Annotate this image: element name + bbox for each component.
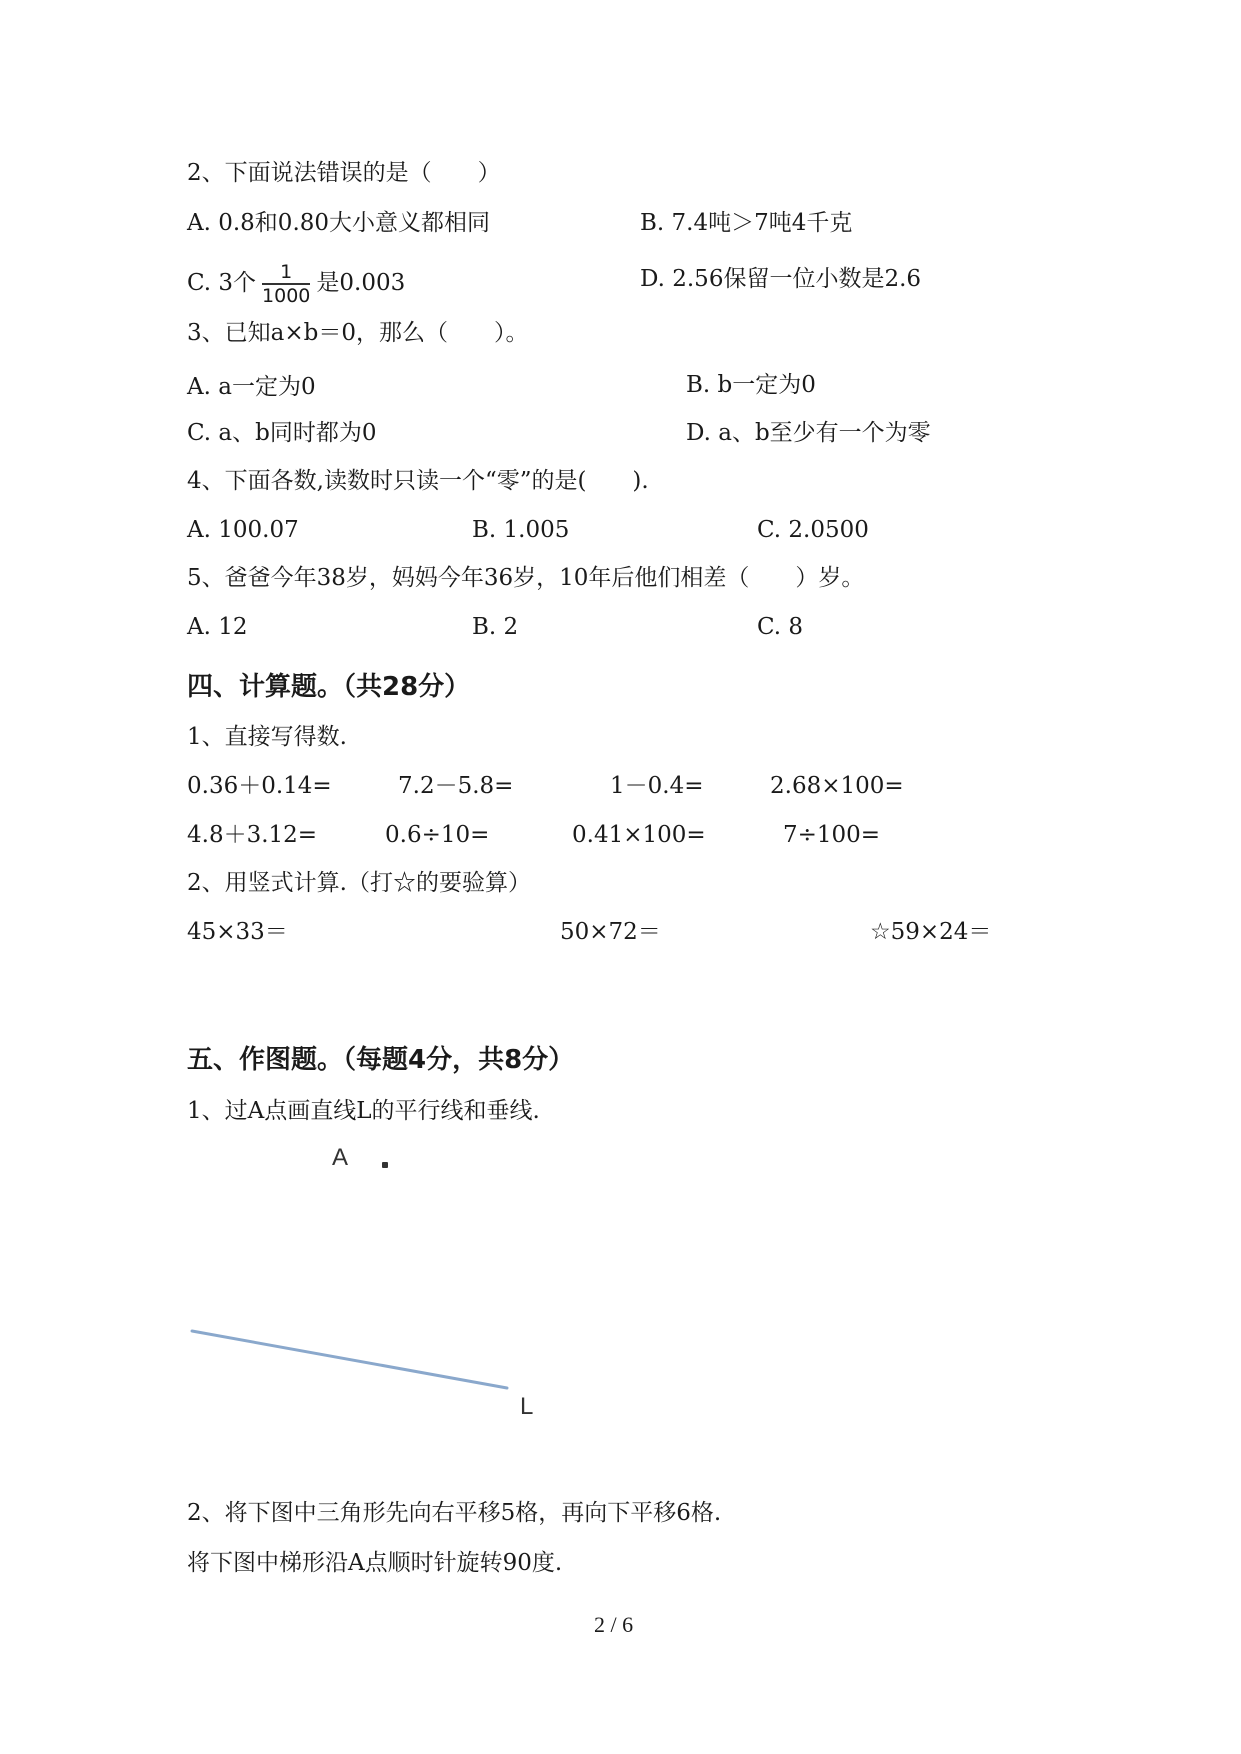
line-l-label: L — [520, 1393, 534, 1420]
q4-option-c: C. 2.0500 — [757, 517, 869, 543]
q2-option-b: B. 7.4吨＞7吨4千克 — [640, 210, 853, 236]
section4-heading: 四、计算题。（共28分） — [187, 672, 471, 702]
q5-title: 5、爸爸今年38岁，妈妈今年36岁，10年后他们相差（ ）岁。 — [187, 565, 865, 591]
calc-item: 0.41×100= — [572, 822, 706, 848]
q2-option-c-suffix: 是0.003 — [316, 270, 406, 296]
q3-title: 3、已知a×b＝0，那么（ ）。 — [187, 320, 529, 346]
calc-item: 4.8＋3.12= — [187, 822, 318, 848]
page-number: 2 / 6 — [594, 1612, 634, 1637]
calc-item: 2.68×100= — [770, 773, 904, 799]
s5-q2-sub: 将下图中梯形沿A点顺时针旋转90度. — [187, 1550, 563, 1576]
vertical-calc-item: 50×72＝ — [560, 919, 661, 945]
s5-q2-title: 2、将下图中三角形先向右平移5格，再向下平移6格. — [187, 1500, 722, 1526]
line-l — [192, 1331, 507, 1388]
s5-q1-title: 1、过A点画直线L的平行线和垂线. — [187, 1098, 540, 1124]
vertical-calc-item: 45×33＝ — [187, 919, 288, 945]
q5-option-b: B. 2 — [472, 614, 519, 640]
q2-option-c-prefix: C. 3个 — [187, 270, 257, 296]
section5-heading: 五、作图题。（每题4分，共8分） — [187, 1045, 575, 1075]
point-a-label: A — [332, 1144, 349, 1171]
q2-option-d: D. 2.56保留一位小数是2.6 — [640, 266, 922, 292]
q3-option-a: A. a一定为0 — [187, 374, 316, 400]
fraction-denominator: 1000 — [262, 285, 311, 307]
calc-item: 7÷100= — [783, 822, 881, 848]
s4-q1-title: 1、直接写得数. — [187, 724, 347, 750]
q5-option-a: A. 12 — [187, 614, 248, 640]
q2-title: 2、下面说法错误的是（ ） — [187, 160, 501, 186]
q3-option-c: C. a、b同时都为0 — [187, 420, 377, 446]
vertical-calc-item: ☆59×24＝ — [870, 919, 992, 945]
calc-item: 0.6÷10= — [385, 822, 490, 848]
calc-item: 1－0.4= — [610, 773, 704, 799]
fraction-numerator: 1 — [280, 261, 293, 283]
s4-q2-title: 2、用竖式计算.（打☆的要验算） — [187, 870, 531, 896]
q5-option-c: C. 8 — [757, 614, 804, 640]
q3-option-b: B. b一定为0 — [686, 372, 816, 398]
q4-option-a: A. 100.07 — [187, 517, 299, 543]
q4-option-b: B. 1.005 — [472, 517, 570, 543]
calc-item: 7.2－5.8= — [398, 773, 514, 799]
calc-item: 0.36＋0.14= — [187, 773, 332, 799]
q3-option-d: D. a、b至少有一个为零 — [686, 420, 931, 446]
q2-option-a: A. 0.8和0.80大小意义都相同 — [187, 210, 491, 236]
q4-title: 4、下面各数,读数时只读一个“零”的是( ). — [187, 468, 649, 494]
